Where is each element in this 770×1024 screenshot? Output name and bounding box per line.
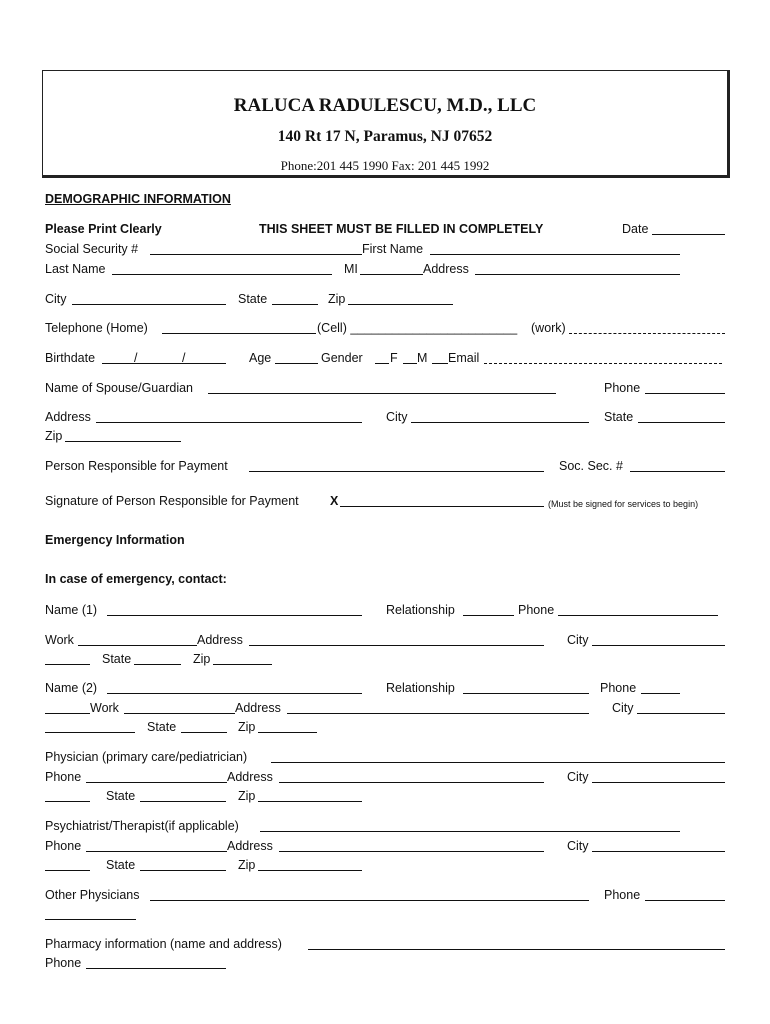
birthdate-field[interactable] — [102, 363, 226, 364]
psychiatrist-field[interactable] — [260, 831, 680, 832]
must-fill-notice: THIS SHEET MUST BE FILLED IN COMPLETELY — [259, 222, 544, 236]
mi-label: MI — [344, 262, 358, 276]
name1-city-field[interactable] — [592, 645, 725, 646]
name2-zip-label: Zip — [238, 720, 256, 734]
name1-address-label: Address — [197, 633, 243, 647]
other-physicians-phone-field[interactable] — [645, 900, 725, 901]
physician-state-label: State — [106, 789, 136, 803]
name1-label: Name (1) — [45, 603, 98, 617]
spouse-address-label: Address — [45, 410, 91, 424]
city-label: City — [45, 292, 67, 306]
psychiatrist-address-label: Address — [227, 839, 273, 853]
spouse-label: Name of Spouse/Guardian — [45, 381, 194, 395]
work-phone-field[interactable] — [569, 333, 725, 334]
name1-relationship-label: Relationship — [386, 603, 455, 617]
physician-address-label: Address — [227, 770, 273, 784]
work-phone-label: (work) — [531, 321, 566, 335]
responsible-field[interactable] — [249, 471, 544, 472]
age-field[interactable] — [275, 363, 318, 364]
spouse-zip-label: Zip — [45, 429, 63, 443]
spouse-state-label: State — [604, 410, 634, 424]
name1-phone-label: Phone — [518, 603, 555, 617]
signature-label: Signature of Person Responsible for Payment — [45, 494, 299, 508]
name2-zip-field[interactable] — [258, 732, 317, 733]
name1-field[interactable] — [107, 615, 362, 616]
gender-m-box[interactable] — [403, 363, 417, 364]
spouse-city-label: City — [386, 410, 408, 424]
physician-label: Physician (primary care/pediatrician) — [45, 750, 248, 764]
psychiatrist-city-field[interactable] — [592, 851, 725, 852]
name2-state-label: State — [147, 720, 177, 734]
ssn-field[interactable] — [150, 254, 362, 255]
name1-state-field[interactable] — [134, 664, 181, 665]
birthdate-slash-2: / — [182, 351, 186, 365]
practice-address: 140 Rt 17 N, Paramus, NJ 07652 — [277, 128, 493, 145]
birthdate-label: Birthdate — [45, 351, 96, 365]
practice-header — [42, 70, 730, 178]
gender-label: Gender — [321, 351, 363, 365]
physician-city-label: City — [567, 770, 589, 784]
psychiatrist-address-field[interactable] — [279, 851, 544, 852]
spouse-field[interactable] — [208, 393, 556, 394]
name2-address-label: Address — [235, 701, 281, 715]
pharmacy-label: Pharmacy information (name and address) — [45, 937, 282, 951]
psychiatrist-state-label: State — [106, 858, 136, 872]
first-name-field[interactable] — [430, 254, 680, 255]
email-prefix-line — [432, 363, 448, 364]
state-field[interactable] — [272, 304, 318, 305]
signature-x: X — [330, 494, 339, 508]
psychiatrist-phone-field[interactable] — [86, 851, 227, 852]
date-field[interactable] — [652, 234, 725, 235]
name1-work-label: Work — [45, 633, 74, 647]
name2-field[interactable] — [107, 693, 362, 694]
psychiatrist-state-field[interactable] — [140, 870, 226, 871]
birthdate-slash-1: / — [134, 351, 138, 365]
zip-field[interactable] — [348, 304, 453, 305]
soc-sec-field[interactable] — [630, 471, 725, 472]
gender-f-label: F — [390, 351, 398, 365]
age-label: Age — [249, 351, 272, 365]
gender-m-label: M — [417, 351, 428, 365]
date-label: Date — [622, 222, 649, 236]
pharmacy-phone-field[interactable] — [86, 968, 226, 969]
print-clearly-label: Please Print Clearly — [45, 222, 162, 236]
physician-field[interactable] — [271, 762, 725, 763]
name2-address-field[interactable] — [287, 713, 589, 714]
name2-city-label: City — [612, 701, 634, 715]
other-physicians-field[interactable] — [150, 900, 589, 901]
physician-address-field[interactable] — [279, 782, 544, 783]
spouse-phone-label: Phone — [604, 381, 641, 395]
zip-label: Zip — [328, 292, 346, 306]
practice-contact: Phone:201 445 1990 Fax: 201 445 1992 — [280, 158, 490, 173]
name2-prefix-line — [45, 713, 90, 714]
name1-relationship-field[interactable] — [463, 615, 514, 616]
name1-city-cont-field[interactable] — [45, 664, 90, 665]
telephone-home-label: Telephone (Home) — [45, 321, 148, 335]
name1-zip-field[interactable] — [213, 664, 272, 665]
name2-work-field[interactable] — [124, 713, 235, 714]
psychiatrist-phone-label: Phone — [45, 839, 82, 853]
last-name-field[interactable] — [112, 274, 332, 275]
responsible-label: Person Responsible for Payment — [45, 459, 228, 473]
other-physicians-cont-field[interactable] — [45, 919, 136, 920]
soc-sec-label: Soc. Sec. # — [559, 459, 623, 473]
name1-city-label: City — [567, 633, 589, 647]
name2-work-label: Work — [90, 701, 119, 715]
must-sign-note: (Must be signed for services to begin) — [548, 499, 699, 509]
city-field[interactable] — [72, 304, 226, 305]
spouse-state-field[interactable] — [638, 422, 725, 423]
name1-work-field[interactable] — [78, 645, 197, 646]
name2-city-cont-field[interactable] — [45, 732, 135, 733]
name1-state-label: State — [102, 652, 132, 666]
gender-f-box[interactable] — [375, 363, 389, 364]
other-physicians-phone-label: Phone — [604, 888, 641, 902]
name2-relationship-field[interactable] — [463, 693, 589, 694]
name2-city-field[interactable] — [637, 713, 725, 714]
pharmacy-field[interactable] — [308, 949, 725, 950]
last-name-label: Last Name — [45, 262, 106, 276]
name2-relationship-label: Relationship — [386, 681, 455, 695]
mi-field[interactable] — [360, 274, 423, 275]
psychiatrist-city-cont-field[interactable] — [45, 870, 90, 871]
psychiatrist-zip-field[interactable] — [258, 870, 362, 871]
name2-phone-field[interactable] — [641, 693, 680, 694]
section-title: DEMOGRAPHIC INFORMATION — [45, 192, 231, 206]
physician-phone-field[interactable] — [86, 782, 227, 783]
signature-field[interactable] — [340, 506, 544, 507]
psychiatrist-zip-label: Zip — [238, 858, 256, 872]
spouse-city-field[interactable] — [411, 422, 589, 423]
physician-state-field[interactable] — [140, 801, 226, 802]
address-field[interactable] — [475, 274, 680, 275]
pharmacy-phone-label: Phone — [45, 956, 82, 970]
physician-phone-label: Phone — [45, 770, 82, 784]
psychiatrist-label: Psychiatrist/Therapist(if applicable) — [45, 819, 239, 833]
address-label: Address — [423, 262, 469, 276]
name2-state-field[interactable] — [181, 732, 227, 733]
physician-city-field[interactable] — [592, 782, 725, 783]
emergency-title: Emergency Information — [45, 533, 185, 547]
name2-phone-label: Phone — [600, 681, 637, 695]
psychiatrist-city-label: City — [567, 839, 589, 853]
state-label: State — [238, 292, 268, 306]
ssn-label: Social Security # — [45, 242, 139, 256]
emergency-contact-label: In case of emergency, contact: — [45, 572, 227, 586]
physician-city-cont-field[interactable] — [45, 801, 90, 802]
name1-address-field[interactable] — [249, 645, 544, 646]
email-label: Email — [448, 351, 480, 365]
spouse-phone-field[interactable] — [645, 393, 725, 394]
spouse-zip-field[interactable] — [65, 441, 181, 442]
telephone-home-field[interactable] — [162, 333, 316, 334]
first-name-label: First Name — [362, 242, 424, 256]
physician-zip-field[interactable] — [258, 801, 362, 802]
practice-name: RALUCA RADULESCU, M.D., LLC — [233, 95, 537, 116]
other-physicians-label: Other Physicians — [45, 888, 140, 902]
email-field[interactable] — [484, 363, 722, 364]
physician-zip-label: Zip — [238, 789, 256, 803]
name2-label: Name (2) — [45, 681, 98, 695]
name1-zip-label: Zip — [193, 652, 211, 666]
name1-phone-field[interactable] — [558, 615, 718, 616]
cell-label: (Cell) ________________________ — [317, 321, 518, 335]
spouse-address-field[interactable] — [96, 422, 362, 423]
